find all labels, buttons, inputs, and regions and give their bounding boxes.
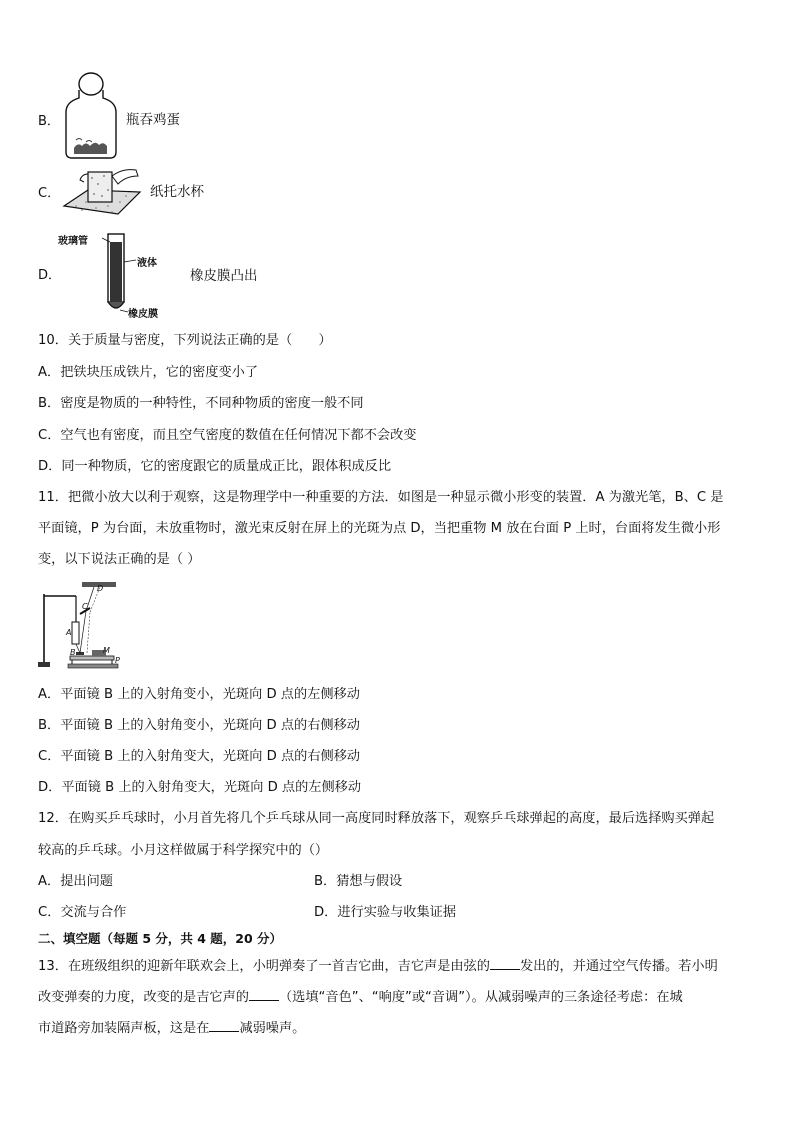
- q13-text-4: （选填“音色”、“响度”或“音调”）。从减弱噪声的三条途径考虑：在城: [279, 990, 683, 1005]
- q13-blank-2: [249, 988, 279, 1001]
- q12-stem-line2: 较高的乒乓球。小月这样做属于科学探究中的（）: [38, 843, 329, 858]
- fig-label-m: M: [103, 646, 110, 655]
- label-membrane: 橡皮膜: [128, 309, 158, 320]
- q11-option-a: A．平面镜 B 上的入射角变小，光斑向 D 点的左侧移动: [38, 687, 360, 702]
- q12-option-d: D．进行实验与收集证据: [314, 905, 457, 920]
- q13-text-6: 减弱噪声。: [239, 1021, 306, 1036]
- label-glass-tube: 玻璃管: [58, 236, 88, 247]
- q13-text-3: 改变弹奏的力度，改变的是吉它声的: [38, 990, 249, 1005]
- q12-option-c: C．交流与合作: [38, 905, 127, 920]
- paper-cup-figure: [62, 162, 142, 218]
- q11-option-b: B．平面镜 B 上的入射角变小，光斑向 D 点的右侧移动: [38, 718, 360, 733]
- fig-label-b: B: [70, 648, 76, 657]
- q13-blank-3: [209, 1019, 239, 1032]
- q13-text-2: 发出的，并通过空气传播。若小明: [519, 959, 718, 974]
- option-d-letter: D．: [38, 268, 62, 283]
- q10-option-c: C．空气也有密度，而且空气密度的数值在任何情况下都不会改变: [38, 428, 417, 443]
- q13-line1: [38, 957, 718, 976]
- fig-label-d: D: [97, 584, 104, 593]
- option-b-letter: B．: [38, 114, 60, 129]
- q13-text-1: 13．在班级组织的迎新年联欢会上，小明弹奏了一首吉它曲，吉它声是由弦的: [38, 959, 490, 974]
- q13-blank-1: [490, 957, 520, 970]
- q13-line3: [38, 1019, 305, 1038]
- option-c-caption: 纸托水杯: [150, 184, 204, 200]
- q10-stem: 10．关于质量与密度，下列说法正确的是（ ）: [38, 333, 332, 348]
- q13-line2: [38, 988, 683, 1007]
- q11-stem-line3: 变，以下说法正确的是（ ）: [38, 552, 201, 567]
- q12-option-a: A．提出问题: [38, 874, 113, 889]
- q13-text-5: 市道路旁加装隔声板，这是在: [38, 1021, 210, 1036]
- option-c-letter: C．: [38, 186, 61, 201]
- section-2-title: 二、填空题（每题 5 分，共 4 题，20 分）: [38, 931, 283, 946]
- q11-option-d: D．平面镜 B 上的入射角变大，光斑向 D 点的左侧移动: [38, 780, 362, 795]
- q10-option-b: B．密度是物质的一种特性，不同种物质的密度一般不同: [38, 396, 364, 411]
- q12-stem-line1: 12．在购买乒乓球时，小月首先将几个乒乓球从同一高度同时释放落下，观察乒乓球弹起的高度，最后选择购买弹起: [38, 811, 715, 826]
- option-b-caption: 瓶吞鸡蛋: [126, 112, 180, 128]
- fig-label-c: C: [82, 602, 88, 611]
- label-liquid: 液体: [137, 258, 157, 269]
- q10-option-d: D．同一种物质，它的密度跟它的质量成正比，跟体积成反比: [38, 459, 392, 474]
- fig-label-p: P: [115, 656, 120, 665]
- q11-option-c: C．平面镜 B 上的入射角变大，光斑向 D 点的右侧移动: [38, 749, 361, 764]
- q12-option-b: B．猜想与假设: [314, 874, 403, 889]
- q11-stem-line1: 11．把微小放大以利于观察，这是物理学中一种重要的方法．如图是一种显示微小形变的装置．A 为激光笔，B、C 是: [38, 490, 724, 505]
- bottle-egg-figure: [60, 70, 122, 162]
- q11-stem-line2: 平面镜，P 为台面，未放重物时，激光束反射在屏上的光斑为点 D，当把重物 M 放在台面 P 上时，台面将发生微小形: [38, 521, 721, 536]
- fig-label-a: A: [66, 628, 72, 637]
- option-d-caption: 橡皮膜凸出: [190, 268, 258, 284]
- q10-option-a: A．把铁块压成铁片，它的密度变小了: [38, 365, 259, 380]
